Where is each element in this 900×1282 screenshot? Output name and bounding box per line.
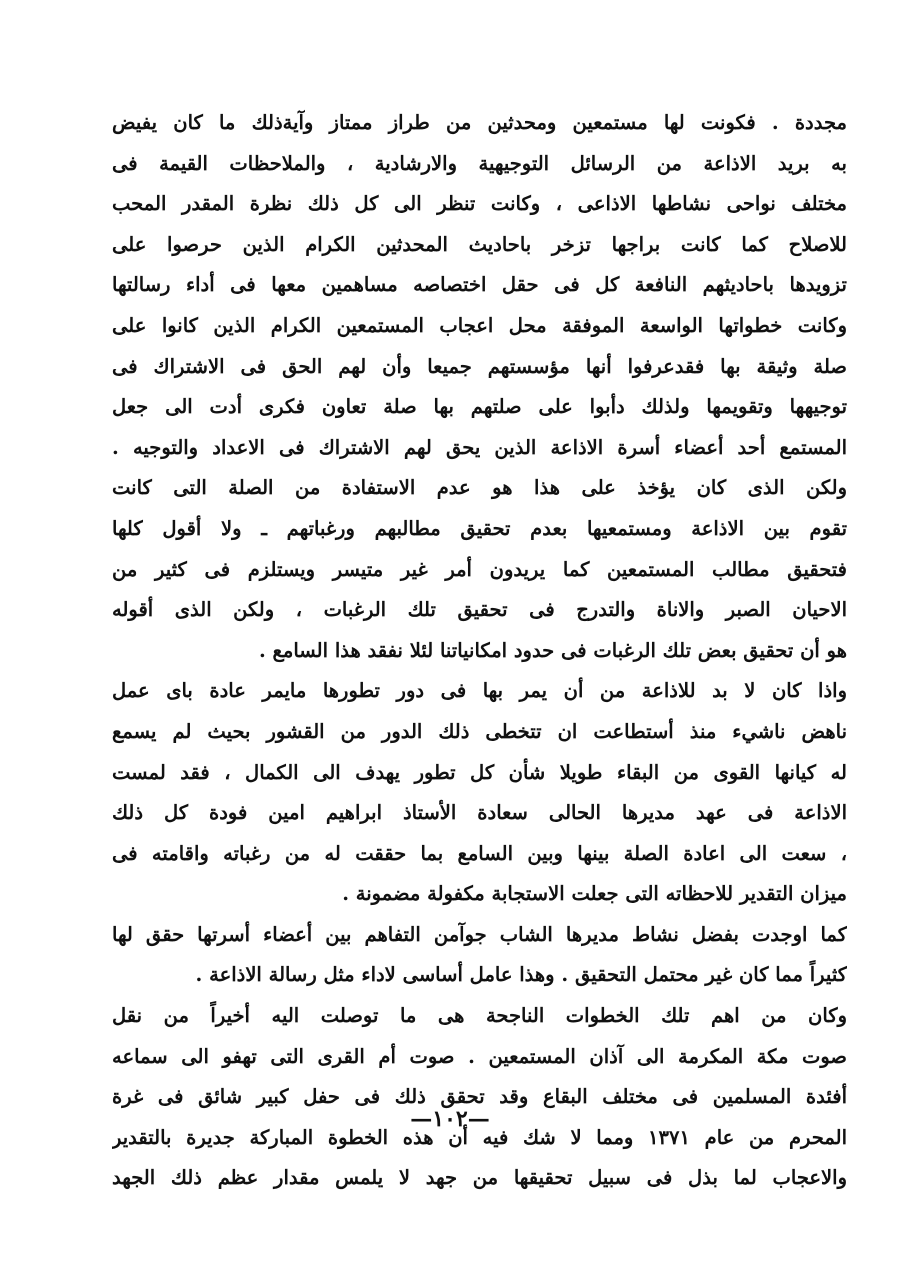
text-line: صوت مكة المكرمة الى آذان المستمعين . صوت أم القرى التى تهفو الى سماعه xyxy=(112,1044,847,1068)
text-line: الاذاعة فى عهد مديرها الحالى سعادة الأستاذ ابراهيم امين فودة كل ذلك xyxy=(112,801,847,825)
text-line: صلة وثيقة بها فقدعرفوا أنها مؤسستهم جميعا وأن لهم الحق فى الاشتراك فى xyxy=(112,354,847,378)
text-line: أفئدة المسلمين فى مختلف البقاع وقد تحقق ذلك فى حفل كبير شائق فى غرة xyxy=(112,1085,847,1109)
page-number: —١٠٢— xyxy=(410,1106,490,1132)
text-line: وكان من اهم تلك الخطوات الناجحة هى ما توصلت اليه أخيراً من نقل xyxy=(112,1004,847,1028)
text-line: والاعجاب لما بذل فى سبيل تحقيقها من جهد لا يلمس مقدار عظم ذلك الجهد xyxy=(112,1166,847,1190)
text-line: توجيهها وتقويمها ولذلك دأبوا على صلتهم بها صلة تعاون فكرى أدت الى جعل xyxy=(112,395,847,419)
text-line: تقوم بين الاذاعة ومستمعيها بعدم تحقيق مطالبهم ورغباتهم ـ ولا أقول كلها xyxy=(112,516,847,540)
text-line: به بريد الاذاعة من الرسائل التوجيهية والارشادية ، والملاحظات القيمة فى xyxy=(112,151,847,175)
text-line: كما اوجدت بفضل نشاط مديرها الشاب جوآمن التفاهم بين أعضاء أسرتها حقق لها xyxy=(112,922,847,946)
text-line: ناهض ناشيء منذ أستطاعت ان تتخطى ذلك الدور من القشور بحيث لم يسمع xyxy=(112,719,847,743)
arabic-text-body xyxy=(112,103,847,1199)
text-line: ، سعت الى اعادة الصلة بينها وبين السامع بما حققت له من رغباته واقامته فى xyxy=(112,841,847,865)
text-line: ولكن الذى كان يؤخذ على هذا هو عدم الاستفادة من الصلة التى كانت xyxy=(112,476,847,500)
text-line: واذا كان لا بد للاذاعة من أن يمر بها فى دور تطورها مايمر عادة باى عمل xyxy=(112,679,847,703)
text-line: له كيانها القوى من البقاء طويلا شأن كل تطور يهدف الى الكمال ، فقد لمست xyxy=(112,760,847,784)
text-line: مختلف نواحى نشاطها الاذاعى ، وكانت تنظر الى كل ذلك نظرة المقدر المحب xyxy=(112,192,847,216)
text-line: المحرم من عام ١٣٧١ ومما لا شك فيه أن هذه الخطوة المباركة جديرة بالتقدير xyxy=(112,1125,847,1149)
text-line: وكانت خطواتها الواسعة الموفقة محل اعجاب المستمعين الكرام الذين كانوا على xyxy=(112,313,847,337)
text-line: فتحقيق مطالب المستمعين كما يريدون أمر غير متيسر ويستلزم فى كثير من xyxy=(112,557,847,581)
text-line: المستمع أحد أعضاء أسرة الاذاعة الذين يحق لهم الاشتراك فى الاعداد والتوجيه . xyxy=(112,435,847,459)
text-line: الاحيان الصبر والاناة والتدرج فى تحقيق تلك الرغبات ، ولكن الذى أقوله xyxy=(112,598,847,622)
text-line: مجددة . فكونت لها مستمعين ومحدثين من طراز ممتاز وآيةذلك ما كان يفيض xyxy=(112,111,847,134)
text-line: هو أن تحقيق بعض تلك الرغبات فى حدود امكانياتنا لئلا نفقد هذا السامع . xyxy=(258,638,847,662)
text-line: للاصلاح كما كانت براجها تزخر باحاديث المحدثين الكرام الذين حرصوا على xyxy=(112,232,847,256)
text-line: ميزان التقدير للاحظاته التى جعلت الاستجابة مكفولة مضمونة . xyxy=(342,882,847,906)
text-line: كثيراً مما كان غير محتمل التحقيق . وهذا عامل أساسى لاداء مثل رسالة الاذاعة . xyxy=(195,963,847,987)
text-line: تزويدها باحاديثهم النافعة كل فى حقل اختصاصه مساهمين معها فى أداء رسالتها xyxy=(112,273,847,297)
